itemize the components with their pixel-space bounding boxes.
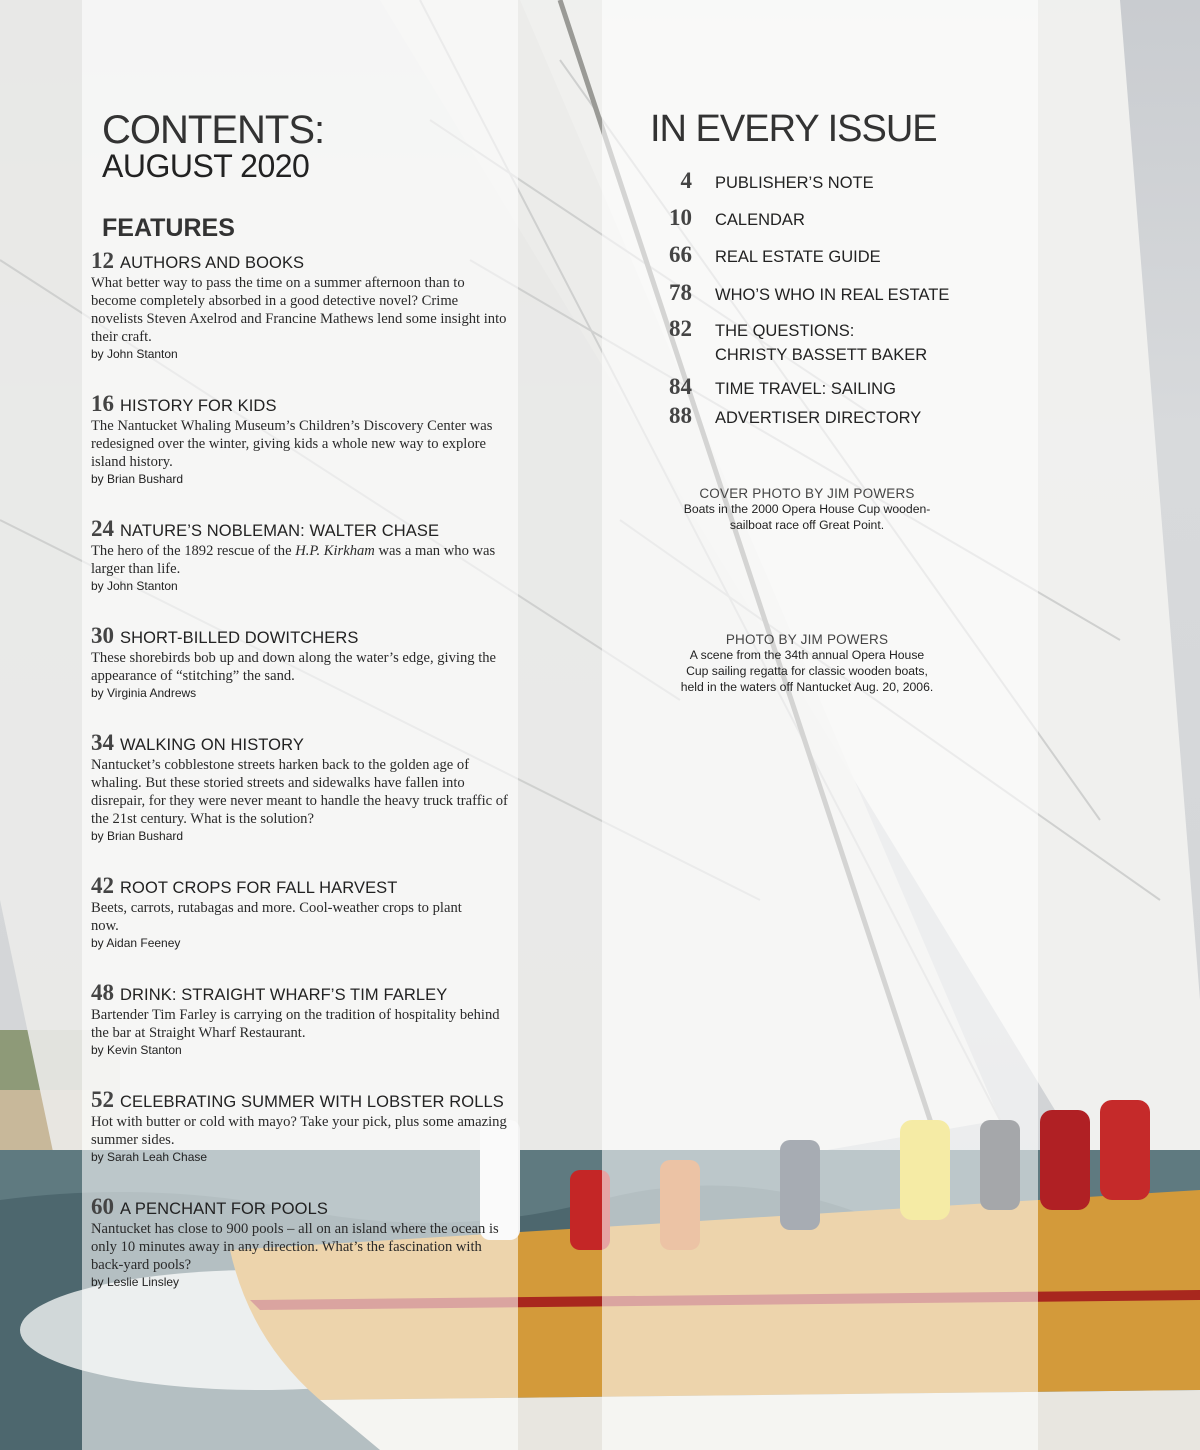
feature-byline: by Aidan Feeney xyxy=(91,936,181,950)
issue-label-line: THE QUESTIONS: xyxy=(715,322,855,340)
feature-title[interactable]: DRINK: STRAIGHT WHARF’S TIM FARLEY xyxy=(120,986,448,1004)
feature-item[interactable] xyxy=(91,873,511,950)
photo-caption: A scene from the 34th annual Opera House Cup sailing regatta for classic wooden boats, held in the waters off Nantucket Aug. 20, 2006. xyxy=(680,648,934,694)
feature-description: Nantucket’s cobblestone streets harken back to the golden age of whaling. But these storied streets and sidewalks have fallen into disrepair, for they were never meant to handle the heavy truck traffic of the 21st century. What is the solution? xyxy=(91,757,508,827)
feature-description xyxy=(91,542,511,578)
feature-page-number: 48 xyxy=(91,980,114,1005)
ship-name: H.P. Kirkham xyxy=(295,543,375,559)
feature-item[interactable] xyxy=(91,980,511,1057)
issue-page-number: 88 xyxy=(669,403,692,428)
feature-description: Hot with butter or cold with mayo? Take your pick, plus some amazing summer sides. xyxy=(91,1114,507,1148)
cover-photo-caption: Boats in the 2000 Opera House Cup wooden-sailboat race off Great Point. xyxy=(683,502,931,532)
feature-item[interactable] xyxy=(91,391,511,486)
feature-title[interactable]: HISTORY FOR KIDS xyxy=(120,397,277,415)
cover-photo-credit-title: COVER PHOTO BY JIM POWERS xyxy=(699,486,915,501)
feature-page-number: 42 xyxy=(91,873,114,898)
issue-item[interactable] xyxy=(650,280,1030,307)
issue-item[interactable] xyxy=(650,168,1030,195)
issue-label[interactable]: TIME TRAVEL: SAILING xyxy=(715,380,896,398)
feature-description: What better way to pass the time on a summer afternoon than to become completely absorbed in a good detective novel? Crime novelists Steven Axelrod and Francine Mathews lend some insight into their craft. xyxy=(91,275,507,345)
feature-item[interactable] xyxy=(91,730,511,843)
feature-byline: by Sarah Leah Chase xyxy=(91,1150,208,1164)
feature-byline: by Virginia Andrews xyxy=(91,686,197,700)
issue-page-number: 66 xyxy=(669,242,692,267)
feature-description: Beets, carrots, rutabagas and more. Cool-weather crops to plant now. xyxy=(91,900,462,934)
issue-label[interactable]: CALENDAR xyxy=(715,211,805,229)
feature-page-number: 60 xyxy=(91,1194,114,1219)
feature-byline: by Leslie Linsley xyxy=(91,1275,180,1289)
issue-label-line: CHRISTY BASSETT BAKER xyxy=(715,346,928,364)
photo-credit-title: PHOTO BY JIM POWERS xyxy=(725,632,889,647)
feature-page-number: 12 xyxy=(91,248,114,273)
feature-item[interactable] xyxy=(91,623,511,700)
feature-item[interactable] xyxy=(91,1087,511,1164)
issue-label[interactable]: REAL ESTATE GUIDE xyxy=(715,248,881,266)
feature-description: These shorebirds bob up and down along the water’s edge, giving the appearance of “stitching” the sand. xyxy=(91,650,497,684)
feature-page-number: 52 xyxy=(91,1087,114,1112)
feature-title[interactable]: CELEBRATING SUMMER WITH LOBSTER ROLLS xyxy=(120,1093,504,1111)
issue-page-number: 82 xyxy=(669,316,692,341)
issue-page-number: 84 xyxy=(669,374,692,399)
issue-label[interactable] xyxy=(715,319,927,367)
feature-page-number: 24 xyxy=(91,516,114,541)
issue-item[interactable] xyxy=(650,316,1030,367)
issue-label[interactable]: ADVERTISER DIRECTORY xyxy=(715,409,922,427)
feature-item[interactable] xyxy=(91,248,511,361)
issue-page-number: 78 xyxy=(669,280,692,305)
features-heading: FEATURES xyxy=(102,214,235,242)
issue-item[interactable] xyxy=(650,374,1030,401)
contents-title: CONTENTS: xyxy=(102,108,325,152)
feature-description: The Nantucket Whaling Museum’s Children’s Discovery Center was redesigned over the winter, giving kids a whole new way to explore island history. xyxy=(91,418,493,470)
feature-byline: by John Stanton xyxy=(91,579,178,593)
feature-item[interactable] xyxy=(91,1194,511,1289)
issue-page-number: 10 xyxy=(669,205,692,230)
issue-item[interactable] xyxy=(650,242,1030,269)
feature-byline: by Brian Bushard xyxy=(91,472,184,486)
in-every-issue-list xyxy=(650,0,1030,450)
cover-photo-credit xyxy=(652,486,962,533)
feature-description-text: The hero of the 1892 rescue of the xyxy=(91,543,296,559)
feature-title[interactable]: SHORT-BILLED DOWITCHERS xyxy=(120,629,359,647)
features-list xyxy=(91,248,511,1289)
issue-label[interactable]: WHO’S WHO IN REAL ESTATE xyxy=(715,286,950,304)
photo-credit xyxy=(652,632,962,695)
feature-byline: by John Stanton xyxy=(91,347,178,361)
feature-page-number: 34 xyxy=(91,730,114,755)
issue-page-number: 4 xyxy=(680,168,692,193)
feature-title[interactable]: A PENCHANT FOR POOLS xyxy=(120,1200,328,1218)
feature-title[interactable]: AUTHORS AND BOOKS xyxy=(120,254,305,272)
issue-item[interactable] xyxy=(650,403,1030,430)
issue-month: AUGUST 2020 xyxy=(102,148,310,184)
feature-byline: by Brian Bushard xyxy=(91,829,184,843)
feature-description-text: was a man who was larger than life. xyxy=(91,543,496,577)
feature-title[interactable]: WALKING ON HISTORY xyxy=(120,736,304,754)
feature-title[interactable]: NATURE’S NOBLEMAN: WALTER CHASE xyxy=(120,522,440,540)
issue-label[interactable]: PUBLISHER’S NOTE xyxy=(715,174,874,192)
feature-page-number: 30 xyxy=(91,623,114,648)
issue-item[interactable] xyxy=(650,205,1030,232)
feature-item[interactable] xyxy=(91,516,511,593)
feature-title[interactable]: ROOT CROPS FOR FALL HARVEST xyxy=(120,879,398,897)
feature-page-number: 16 xyxy=(91,391,114,416)
feature-description: Nantucket has close to 900 pools – all on an island where the ocean is only 10 minutes away in any direction. What’s the fascination with back-yard pools? xyxy=(91,1221,499,1273)
feature-description: Bartender Tim Farley is carrying on the tradition of hospitality behind the bar at Straight Wharf Restaurant. xyxy=(91,1007,500,1041)
feature-byline: by Kevin Stanton xyxy=(91,1043,182,1057)
in-every-issue-title: IN EVERY ISSUE xyxy=(650,108,937,150)
